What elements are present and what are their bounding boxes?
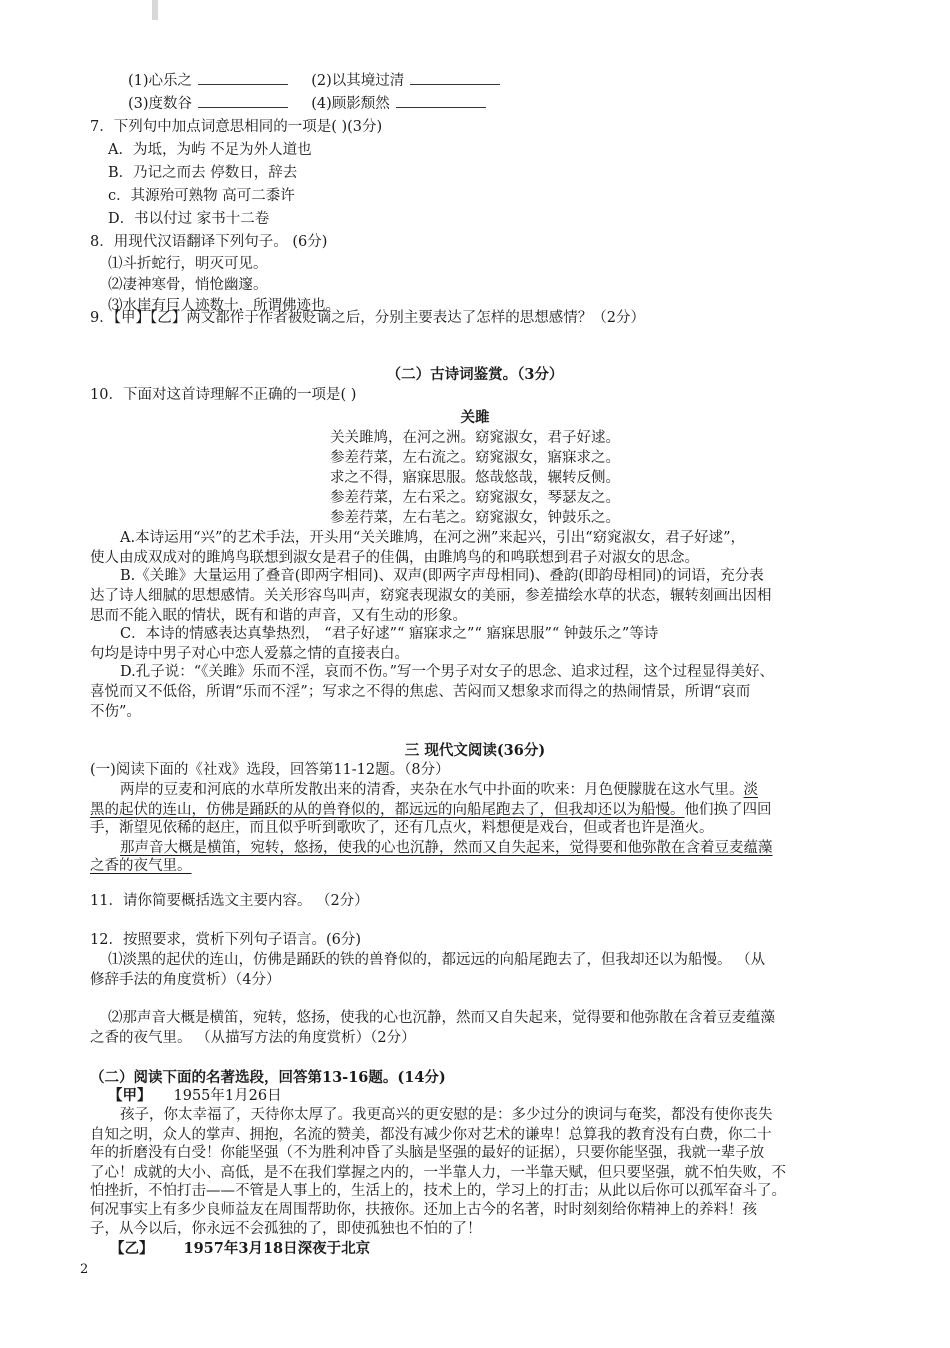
passage-line: 手，渐望见依稀的赵庄，而且似乎听到歌吹了，还有几点火，料想便是戏台，但或者也许是渔火。: [90, 820, 714, 836]
passage-line: [90, 800, 772, 820]
q7-option-c: c．其源殆可熟物 高可二黍许: [108, 188, 295, 204]
q7-option-d: D．书以付过 家书十二卷: [108, 211, 270, 227]
passage-line-underlined: 那声音大概是横笛，宛转，悠扬，使我的心也沉静，然而又自失起来，觉得要和他弥散在含着豆麦蕴藻: [120, 840, 773, 856]
q10-option-a-line: 使人由成双成对的雎鸠鸟联想到淑女是君子的佳偶，由雎鸠鸟的和鸣联想到君子对淑女的思念。: [90, 550, 699, 566]
poem-line: 关关雎鸠，在河之洲。窈窕淑女，君子好逑。: [330, 430, 620, 446]
poem-line: 参差荇菜，左右采之。窈窕淑女，琴瑟友之。: [330, 490, 620, 506]
q8-stem: 8．用现代汉语翻译下列句子。 (6分): [90, 234, 328, 250]
q8-sentence-1: ⑴斗折蛇行，明灭可见。: [108, 256, 268, 272]
q6-item-2: (2)以其境过清: [311, 73, 405, 89]
q7-option-b: B．乃记之而去 停数日，辞去: [108, 165, 298, 181]
q10-option-c-line: 句均是诗中男子对心中恋人爱慕之情的直接表白。: [90, 646, 409, 662]
q8-sentence-2: ⑵凄神寒骨，悄怆幽邃。: [108, 277, 268, 293]
page-number: 2: [80, 1262, 89, 1277]
q10-option-c-line: C．本诗的情感表达真挚热烈， “君子好逑”“ 寤寐求之”“ 寤寐思服”“ 钟鼓乐之”等诗: [120, 626, 659, 642]
letter-line: 子，从今以后，你永远不会孤独的了，即使孤独也不怕的了！: [90, 1221, 482, 1237]
q10-option-a-line: A.本诗运用“兴”的艺术手法，开头用“关关雎鸠，在河之洲”来起兴，引出“窈窕淑女，君子好逑”，: [120, 530, 746, 546]
section-modern-reading-title: 三 现代文阅读(36分): [404, 742, 546, 759]
q12-stem: 12．按照要求，赏析下列句子语言。(6分): [90, 932, 361, 948]
q6-item-4: (4)顾影颓然: [311, 96, 390, 112]
poem-title: 关雎: [460, 409, 490, 426]
q7-option-a: A．为坻，为屿 不足为外人道也: [108, 142, 312, 158]
letter-label: 【甲】: [108, 1087, 152, 1104]
passage-line-underlined: 之香的夜气里。: [90, 858, 192, 874]
subsection-1-stem: (一)阅读下面的《社戏》选段，回答第11-12题。（8分）: [90, 762, 450, 778]
letter-line: 了心！成就的大小、高低，是不在我们掌握之内的，一半靠人力，一半靠天赋，但只要坚强，就不怕失败，不: [90, 1165, 786, 1181]
q10-stem: 10．下面对这首诗理解不正确的一项是( ): [90, 387, 357, 403]
answer-blank[interactable]: [198, 93, 288, 108]
answer-blank[interactable]: [410, 70, 500, 85]
q10-option-b-line: 达了诗人细腻的思想感情。关关形容鸟叫声，窈窕表现淑女的美丽，参差描绘水草的状态，辗转刻画出因相: [90, 588, 772, 604]
answer-blank[interactable]: [198, 70, 288, 85]
letter-line: 自知之明，众人的掌声、拥抱，名流的赞美，都没有减少你对艺术的谦卑！总算我的教育没有白费，你二十: [90, 1127, 772, 1143]
passage-text: 他们换了四回: [684, 802, 772, 818]
letter-date: 1957年3月18日深夜于北京: [183, 1240, 371, 1257]
q9: 9．【甲】【乙】两文都作于作者被贬谪之后，分别主要表达了怎样的思想感情？（2分）: [90, 310, 645, 326]
poem-line: 参差荇菜，左右流之。窈窕淑女，寤寐求之。: [330, 450, 620, 466]
letter-jia-header: [108, 1086, 282, 1106]
answer-blank[interactable]: [396, 93, 486, 108]
q10-option-d-line: 喜悦而又不低俗，所谓“乐而不淫”；写求之不得的焦虑、苦闷而又想象求而得之的热闹情景，所谓“哀而: [90, 684, 751, 700]
q6-row-2: [128, 93, 486, 114]
q12-item-1-line: ⑴淡黑的起伏的连山，仿佛是踊跃的铁的兽脊似的，都远远的向船尾跑去了，但我却还以为船慢。 （从: [108, 952, 766, 968]
q12-item-2-line: 之香的夜气里。 （从描写方法的角度赏析）（2分）: [90, 1030, 416, 1046]
q10-option-b-line: 思而不能入眠的情状，既有和谐的声音，又有生动的形象。: [90, 608, 467, 624]
letter-line: 孩子，你太幸福了，天待你太厚了。我更高兴的更安慰的是：多少过分的谀词与奄奖，都没有使你丧失: [120, 1107, 773, 1123]
letter-date: 1955年1月26日: [173, 1088, 282, 1104]
q8-sentence-3: ⑶水崖有巨人迹数十，所谓佛迹也。: [108, 298, 340, 314]
letter-line: 怕挫折，不怕打击——不管是人事上的，生活上的，技术上的，学习上的打击；从此以后你可以孤军奋斗了。: [90, 1183, 786, 1199]
q11: 11．请你简要概括选文主要内容。 （2分）: [90, 893, 369, 909]
q12-item-2-line: ⑵那声音大概是横笛，宛转，悠扬，使我的心也沉静，然而又自失起来，觉得要和他弥散在含着豆麦蕴藻: [108, 1010, 775, 1026]
q6-row-1: [128, 70, 500, 91]
letter-label: 【乙】: [110, 1240, 154, 1257]
letter-line: 年的折磨没有白受！你能坚强（不为胜利冲昏了头脑是坚强的最好的证据），只要你能坚强，我就一辈子放: [90, 1145, 765, 1161]
section-classics-title: （二）阅读下面的名著选段，回答第13-16题。(14分): [90, 1069, 446, 1086]
letter-yi-header: [110, 1239, 370, 1259]
poem-line: 求之不得，寤寐思服。悠哉悠哉，辗转反侧。: [330, 470, 620, 486]
q10-option-d-line: D.孔子说：“《关雎》乐而不淫，哀而不伤。”写一个男子对女子的思念、追求过程，这个过程显得美好、: [120, 664, 775, 680]
q12-item-1-line: 修辞手法的角度赏析）（4分）: [90, 972, 281, 988]
passage-text: 两岸的豆麦和河底的水草所发散出来的清香，夹杂在水气中扑面的吹来：月色便朦胧在这水气里。: [120, 782, 744, 798]
q10-option-d-line: 不伤”。: [90, 704, 141, 720]
poem-line: 参差荇菜，左右芼之。窈窕淑女，钟鼓乐之。: [330, 510, 620, 526]
passage-line: [120, 780, 758, 800]
underlined-text: 淡: [743, 782, 758, 798]
letter-line: 何况事实上有多少良师益友在周围帮助你，扶掖你。还加上古今的名著，时时刻刻给你精神上的养料！孩: [90, 1202, 757, 1218]
section-poetry-title: （二）古诗词鉴赏。（3分）: [386, 366, 564, 383]
q6-item-1: (1)心乐之: [128, 73, 193, 89]
scan-margin-mark: [152, 0, 158, 20]
q6-item-3: (3)度数谷: [128, 96, 193, 112]
q10-option-b-line: B.《关雎》大量运用了叠音(即两字相同)、双声(即两字声母相同)、叠韵(即韵母相同)的词语，充分表: [120, 568, 764, 584]
underlined-text: 黑的起伏的连山，仿佛是踊跃的从的兽脊似的，都远远的向船尾跑去了，但我却还以为船慢。: [90, 802, 685, 818]
q7-stem: 7．下列句中加点词意思相同的一项是( )(3分): [90, 119, 383, 135]
